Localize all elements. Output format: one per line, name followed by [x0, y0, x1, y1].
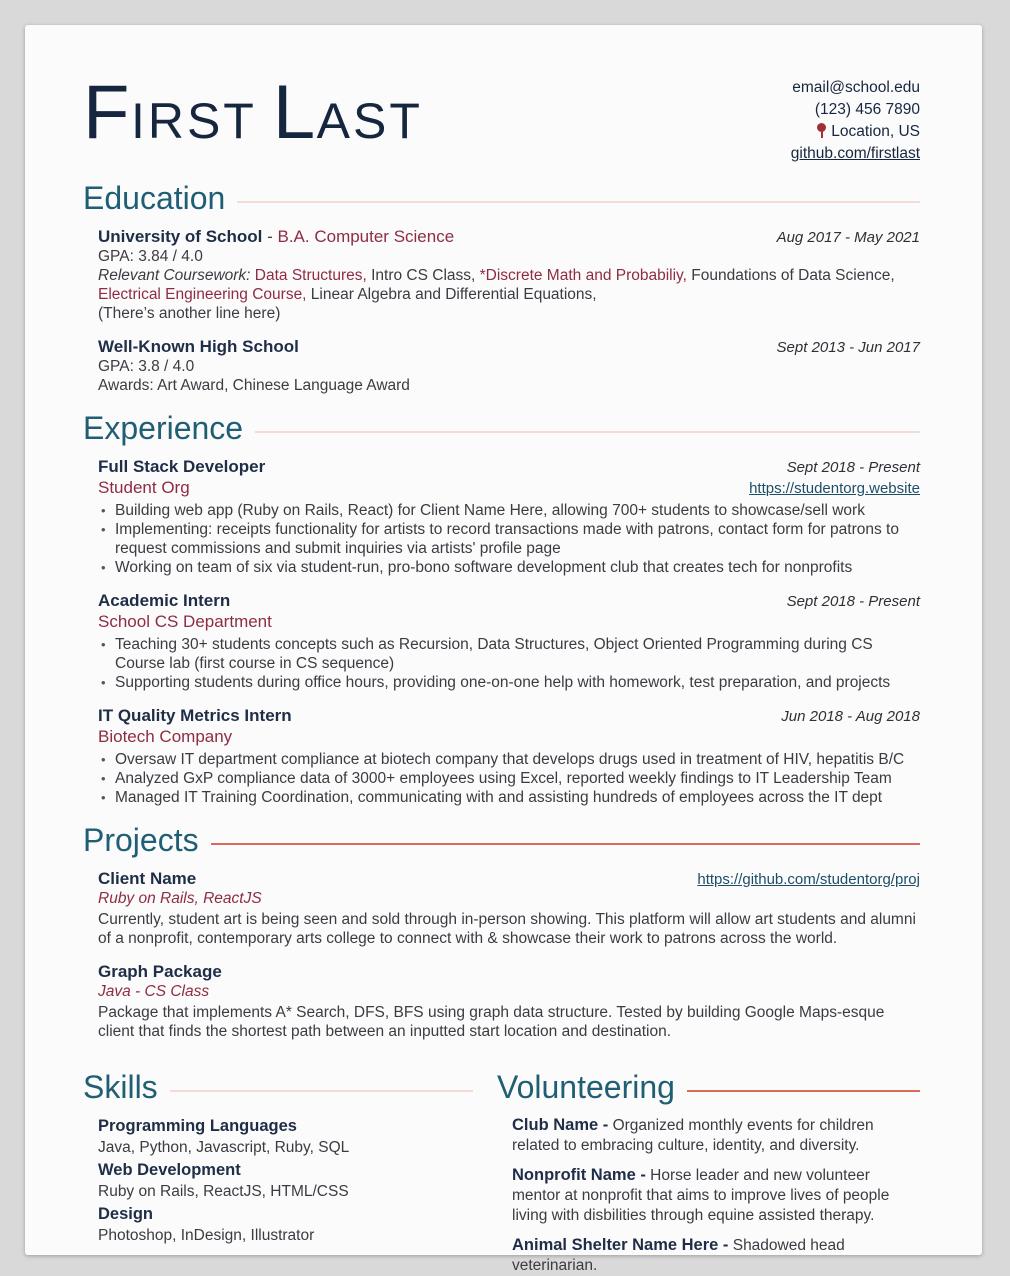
- section-title: Projects: [83, 822, 199, 858]
- job-title: Full Stack Developer: [98, 457, 266, 476]
- section-rule: [687, 1090, 920, 1092]
- bullet-item: • Teaching 30+ students concepts such as Recursion, Data Structures, Object Oriented Programming during CS Course lab (first course in CS sequence): [98, 635, 920, 673]
- section-title: Education: [83, 180, 226, 216]
- education-entry: [98, 226, 920, 323]
- experience-section: [83, 456, 920, 807]
- volunteer-item: [512, 1115, 920, 1156]
- skills-section-heading: [83, 1069, 473, 1106]
- company-name: Biotech Company: [98, 727, 233, 746]
- bullet-item: • Analyzed GxP compliance data of 3000+ employees using Excel, reported weekly findings to IT Leadership Team: [98, 769, 920, 788]
- project-stack: Java - CS Class: [98, 983, 210, 1000]
- volunteering-section: [497, 1115, 920, 1276]
- bullet-list: [98, 750, 920, 807]
- gpa: GPA: 3.8 / 4.0: [98, 358, 195, 375]
- name-last-initial: L: [272, 70, 317, 155]
- coursework-label: Relevant Coursework:: [98, 267, 251, 284]
- bullet-item: • Oversaw IT department compliance at biotech company that develops drugs used in treatment of HIV, hepatitis B/C: [98, 750, 920, 769]
- contact-location-text: Location, US: [831, 123, 920, 140]
- volunteer-item: [512, 1165, 920, 1226]
- awards: Awards: Art Award, Chinese Language Award: [98, 377, 410, 394]
- experience-entry: [98, 456, 920, 577]
- bullet-item: • Implementing: receipts functionality for artists to record transactions made with patrons, contact form for patrons to request commissions and submit inquiries via artists' profile page: [98, 520, 920, 558]
- projects-section: [83, 868, 920, 1041]
- project-stack: Ruby on Rails, ReactJS: [98, 890, 262, 907]
- section-rule: [211, 843, 920, 845]
- org-name: Club Name -: [512, 1116, 609, 1134]
- experience-entry: [98, 590, 920, 692]
- org-name: Nonprofit Name -: [512, 1166, 646, 1184]
- entry-dates: Aug 2017 - May 2021: [776, 229, 920, 246]
- skill-category: Design: [98, 1205, 154, 1223]
- contact-block: [791, 75, 920, 165]
- contact-phone: (123) 456 7890: [814, 101, 920, 118]
- contact-email: email@school.edu: [792, 79, 920, 96]
- company-name: School CS Department: [98, 612, 272, 631]
- skill-category: Programming Languages: [98, 1117, 297, 1135]
- volunteering-section-heading: [497, 1069, 920, 1106]
- note: (There’s another line here): [98, 305, 281, 322]
- school-name: Well-Known High School: [98, 337, 299, 356]
- school-name: University of School: [98, 227, 263, 246]
- bullet-list: [98, 501, 920, 577]
- company-name: Student Org: [98, 478, 190, 497]
- name-first-rest: IRST: [130, 93, 257, 149]
- project-description: Package that implements A* Search, DFS, BFS using graph data structure. Tested by building Google Maps-esque client that finds the shortest path between an inputted start location and destination.: [98, 1004, 885, 1040]
- section-rule: [170, 1090, 473, 1092]
- org-name: Animal Shelter Name Here -: [512, 1236, 729, 1254]
- job-title: IT Quality Metrics Intern: [98, 706, 292, 725]
- volunteer-item: [512, 1235, 920, 1276]
- header: [83, 70, 920, 165]
- degree: B.A. Computer Science: [277, 227, 455, 246]
- person-name: [83, 70, 423, 159]
- contact-location: [791, 121, 920, 143]
- section-title: Volunteering: [497, 1069, 675, 1105]
- location-pin-icon: [817, 123, 826, 138]
- gpa: GPA: 3.84 / 4.0: [98, 248, 203, 265]
- job-title: Academic Intern: [98, 591, 231, 610]
- volunteer-description: Shadowed head veterinarian.: [512, 1237, 845, 1274]
- bottom-columns: [83, 1054, 920, 1276]
- contact-github-link[interactable]: github.com/firstlast: [790, 145, 920, 162]
- resume-page: [25, 25, 982, 1274]
- bullet-item: • Managed IT Training Coordination, communicating with and assisting hundreds of employees across the IT dept: [98, 788, 920, 807]
- experience-section-heading: [83, 410, 920, 447]
- section-rule: [237, 201, 920, 203]
- school-degree-line: University of School - B.A. Computer Science: [98, 227, 455, 246]
- skill-list: Photoshop, InDesign, Illustrator: [98, 1227, 315, 1244]
- skill-list: Java, Python, Javascript, Ruby, SQL: [98, 1139, 350, 1156]
- section-title: Skills: [83, 1069, 158, 1105]
- bullet-item: • Supporting students during office hours, providing one-on-one help with homework, test preparation, and projects: [98, 673, 920, 692]
- entry-dates: Sept 2018 - Present: [786, 593, 920, 610]
- bullet-item: • Building web app (Ruby on Rails, React) for Client Name Here, allowing 700+ students to showcase/sell work: [98, 501, 920, 520]
- project-name: Client Name: [98, 869, 197, 888]
- volunteer-description: Organized monthly events for children related to embracing culture, identity, and diversity.: [512, 1117, 874, 1154]
- project-name: Graph Package: [98, 962, 222, 981]
- volunteer-description: Horse leader and new volunteer mentor at nonprofit that aims to improve lives of people living with disbilities through equine assisted therapy.: [512, 1167, 890, 1224]
- skills-section: [83, 1115, 473, 1247]
- education-section-heading: [83, 180, 920, 217]
- company-link[interactable]: https://studentorg.website: [749, 480, 920, 497]
- bullet-item: • Working on team of six via student-run, pro-bono software development club that creates tech for nonprofits: [98, 558, 920, 577]
- experience-entry: [98, 705, 920, 807]
- skill-list: Ruby on Rails, ReactJS, HTML/CSS: [98, 1183, 349, 1200]
- entry-dates: Sept 2013 - Jun 2017: [776, 339, 920, 356]
- project-description: Currently, student art is being seen and sold through in-person showing. This platform will allow art students and alumni of a nonprofit, contemporary arts college to connect with & showcase their work to patrons across the world.: [98, 911, 916, 947]
- education-section: [83, 226, 920, 395]
- skill-category: Web Development: [98, 1161, 241, 1179]
- bullet-list: [98, 635, 920, 692]
- section-rule: [255, 431, 920, 433]
- entry-dates: Sept 2018 - Present: [786, 459, 920, 476]
- project-link[interactable]: https://github.com/studentorg/proj: [697, 871, 920, 888]
- projects-section-heading: [83, 822, 920, 859]
- coursework: Relevant Coursework: Data Structures, Intro CS Class, *Discrete Math and Probabiliy, Foundations of Data Science, Electrical Engineering Course, Linear Algebra and Differential Equations,: [98, 267, 895, 303]
- project-entry: [98, 868, 920, 948]
- name-last-rest: AST: [316, 93, 423, 149]
- entry-dates: Jun 2018 - Aug 2018: [781, 708, 920, 725]
- name-first-initial: F: [83, 70, 131, 155]
- skills-column: [83, 1054, 473, 1276]
- volunteering-column: [497, 1054, 920, 1276]
- section-title: Experience: [83, 410, 244, 446]
- project-entry: [98, 961, 920, 1041]
- education-entry: [98, 336, 920, 395]
